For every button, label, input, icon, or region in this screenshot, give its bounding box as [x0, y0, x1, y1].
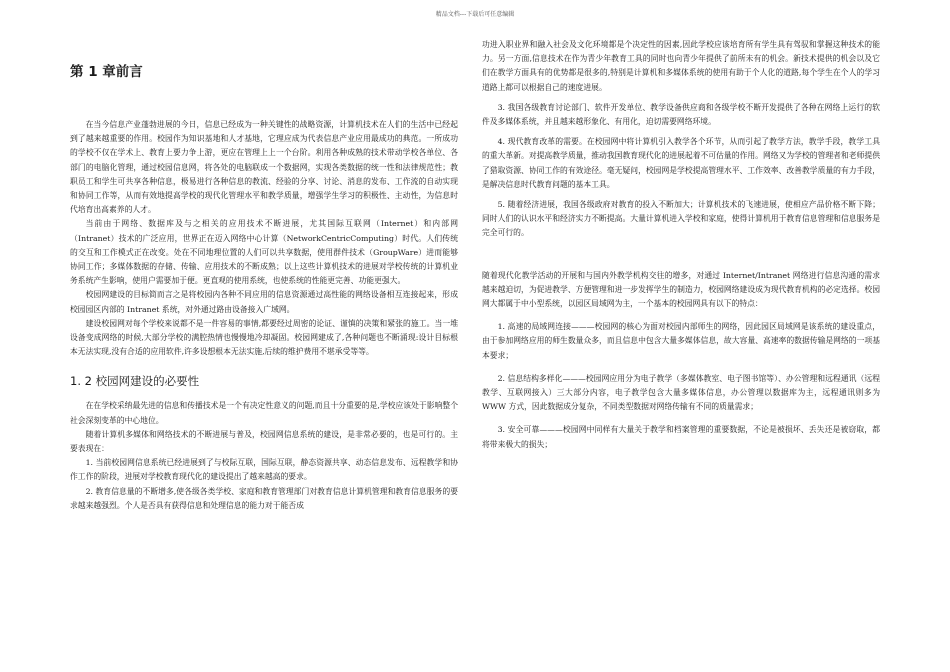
right-paragraph-network-intro: 随着现代化教学活动的开展和与国内外教学机构交往的增多，对通过 Internet/Intranet 网络进行信息沟通的需求越来越迫切，为促进教学、方便管理和进一步发挥学生的制造力，校园网络建设成为现代教育机构的必定选择。校园网大都属于中小型系统，以园区局域网为主，一个基本的校园网具有以下的特点： [482, 270, 880, 309]
intro-paragraph-2: 当前由于网络、数据库及与之相关的应用技术不断进展，尤其国际互联网（Internet）和内部网（Intranet）技术的广泛应用，世界正在迈入网络中心计算（NetworkCentricComputing）时代。人们传统的交互和工作模式正在改变。处在不同地理位置的人们可以共享数据，使用群件技术（GroupWare）进而能够协同工作；多媒体数据的存储、传输、应用技术的不断成熟；以上这些计算机技术的进展对学校传统的计算机业务系统产生影响，使用户需要加于便。更直观的使用系统，也使系统的性能更完善、功能更强大。 [70, 219, 458, 286]
intro-paragraph-4: 建设校园网对每个学校来说都不是一件容易的事情,都要经过周密的论证、谨慎的决策和紧张的施工。当一堆设备变成网络的时候,大部分学校的满腔热情也慢慢地冷却凝固。校园网建成了,各种问题也不断涌现:设计目标根本无法实现,没有合适的应用软件,许多设想根本无法实施,后续的维护费用不堪承受等等。 [70, 318, 458, 357]
section-paragraph-1: 在在学校采纳最先进的信息和传播技术是一个有决定性意义的问题,而且十分重要的是,学校应该处于影响整个社会深刻变革的中心地位。 [70, 401, 458, 425]
header-note: 精品文档---下载后可任意编辑 [435, 11, 515, 18]
right-column [482, 38, 880, 452]
right-paragraph-point-3: 3. 我国各级教育讨论部门、软件开发单位、教学设备供应商和各级学校不断开发提供了各种在网络上运行的软件及多媒体系统，并且越来越形象化、有用化，迫切需要网络环境。 [482, 102, 880, 127]
section-paragraph-2: 随着计算机多媒体和网络技术的不断进展与普及，校园网信息系统的建设，是非常必要的，也是可行的。主要表现在： [70, 429, 458, 454]
feature-item-2: 2. 信息结构多样化———校园网应用分为电子教学（多媒体教室、电子图书馆等）、办公管理和远程通讯（远程教学、互联网接入）三大部分内容，电子教学包含大量多媒体信息，办公管理以数据库为主，远程通讯则多为 WWW 方式，因此数据成分复杂，不同类型数据对网络传输有不同的质量需求； [482, 373, 880, 412]
section-title: 1. 2 校园网建设的必要性 [70, 374, 200, 389]
feature-item-3: 3. 安全可靠———校园网中同样有大量关于教学和档案管理的重要数据，不论是被损坏、丢失还是被窃取，都将带来极大的损失； [482, 425, 880, 449]
intro-paragraph-1: 在当今信息产业蓬勃进展的今日，信息已经成为一种关键性的战略资源，计算机技术在人们的生活中已经起到了越来越重要的作用。校园作为知识基地和人才基地，它理应成为代表信息产业应用最成功的典范。一所成功的学校不仅在学术上、教育上要力争上游，更应在管理上上一个台阶。利用各种成熟的技术带动学校各单位、各部门的电脑化管理，通过校园信息网，将各处的电脑联成一个数据网，实现各类数据的统一性和法律规范性；教职员工和学生可共享各种信息，极易进行各种信息的教流、经验的分享、讨论、消息的发布、工作流的自动实现和协同工作等，从而有效地提高学校的现代化管理水平和教学质量，增强学生学习的积极性、主动性，为信息时代培育出高素养的人才。 [70, 120, 458, 215]
chapter-title: 第 1 章前言 [70, 64, 143, 80]
section-paragraph-3: 1. 当前校园网信息系统已经进展到了与校际互联，国际互联，静态资源共享、动态信息发布、远程教学和协作工作的阶段，进展对学校教育现代化的建设提出了越来越高的要求。 [70, 458, 458, 482]
right-paragraph-continued: 功进入职业界和融入社会及文化环境都是个决定性的因素,因此学校应该培育所有学生具有驾驭和掌握这种技术的能力。另一方面,信息技术在作为青少年教育工具的同时也向青少年提供了前所未有的机会。新技术提供的机会以及它们在教学方面具有的优势都是很多的,特别是计算机和多媒体系统的使用有助于个人化的道路,每个学生在个人的学习道路上都可以根据自己的速度进展。 [482, 40, 880, 92]
right-paragraph-point-4: 4. 现代教育改革的需要。在校园网中将计算机引入教学各个环节，从而引起了教学方法，教学手段，教学工具的重大革新。对提高教学质量，推动我国教育现代化的进展起着不可估量的作用。网络又为学校的管理者和老师提供了猎取资源、协同工作的有效途径。毫无疑问，校园网是学校提高管理水平、工作效率、改善教学质量的有力手段，是解决信息时代教育问题的基本工具。 [482, 137, 880, 189]
intro-paragraph-3: 校园网建设的目标简而言之是将校园内各种不同应用的信息资源通过高性能的网络设备相互连接起来，形成校园园区内部的 Intranet 系统，对外通过路由设备接入广域网。 [70, 290, 458, 314]
left-column [70, 60, 458, 513]
right-paragraph-point-5: 5. 随着经济进展，我国各级政府对教育的投入不断加大；计算机技术的飞速进展，使相应产品价格不断下降；同时人们的认识水平和经济实力不断提高。大量计算机进入学校和家庭，使得计算机用于教育信息管理和信息服务是完全可行的。 [482, 200, 880, 238]
section-paragraph-4: 2. 教育信息量的不断增多,使各级各类学校、家庭和教育管理部门对教育信息计算机管理和教育信息服务的要求越来越强烈。个人是否具有获得信息和处理信息的能力对于能否成 [70, 486, 458, 510]
feature-item-1: 1. 高速的局域网连接———校园网的核心为面对校园内部师生的网络，因此园区局域网是该系统的建设重点，由于参加网络应用的师生数量众多，而且信息中包含大量多媒体信息，故大容量、高速率的数据传输是网络的一项基本要求； [482, 322, 880, 360]
